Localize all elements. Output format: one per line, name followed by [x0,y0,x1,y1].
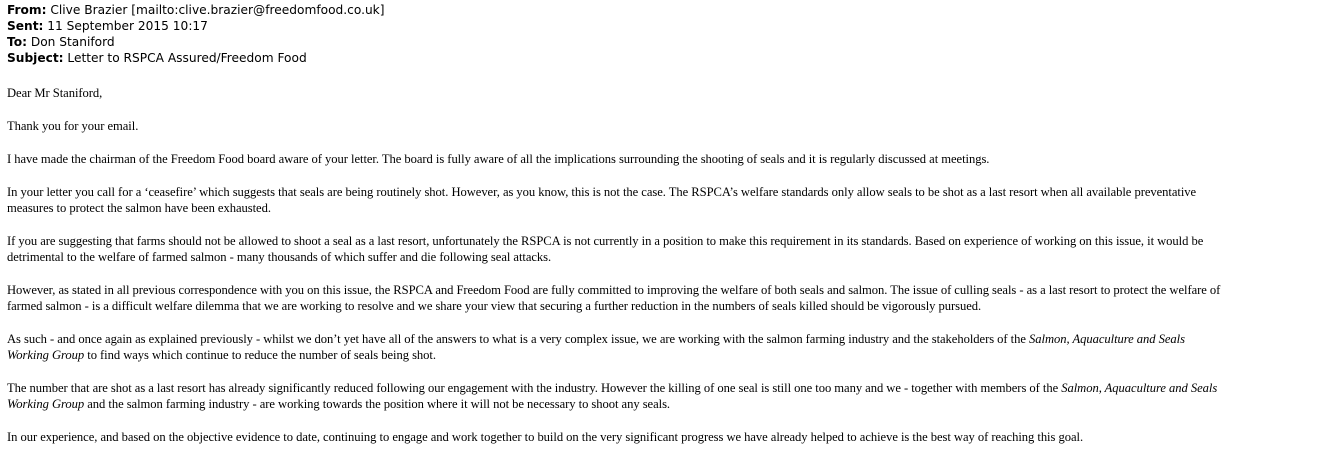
to-value: Don Staniford [30,35,115,49]
greeting: Dear Mr Staniford, [7,86,103,100]
paragraph-6 [7,331,1313,363]
paragraph-6-line-1 [7,331,1313,347]
paragraph-7-text: The number that are shot as a last resort has already significantly reduced following our engagement with the industry. However the killing of one seal is still one too many and we - together with members of the [7,381,1062,395]
paragraph-7-text-cont: and the salmon farming industry - are working towards the position where it will not be necessary to shoot any seals. [84,397,671,411]
paragraph-4 [7,233,1313,265]
paragraph-2: I have made the chairman of the Freedom Food board aware of your letter. The board is fully aware of all the implications surrounding the shooting of seals and it is regularly discussed at meetings. [7,152,990,166]
paragraph-7-line-2 [7,396,1313,412]
to-label: To: [7,35,27,49]
sent-value: 11 September 2015 10:17 [47,19,208,33]
paragraph-5-line-1: However, as stated in all previous correspondence with you on this issue, the RSPCA and Freedom Food are fully committed to improving the welfare of both seals and salmon. The issue of culling seals - as a last resort to protect the welfare of [7,283,1221,297]
paragraph-7-line-1 [7,380,1313,396]
to-row [7,34,385,50]
working-group-name-cont: Working Group [7,397,85,411]
sent-row [7,18,385,34]
sent-label: Sent: [7,19,44,33]
working-group-name: Salmon, Aquaculture and Seals [1061,381,1218,395]
paragraph-6-text-cont: to find ways which continue to reduce the number of seals being shot. [84,348,436,362]
working-group-name: Salmon, Aquaculture and Seals [1029,332,1185,346]
paragraph-3-line-1: In your letter you call for a ‘ceasefire’ which suggests that seals are being routinely shot. However, as you know, this is not the case. The RSPCA’s welfare standards only allow seals to be shot as a last resort when all available preventative [7,185,1197,199]
paragraph-6-text: As such - and once again as explained previously - whilst we don’t yet have all of the answers to what is a very complex issue, we are working with the salmon farming industry and the stakeholders of the [7,332,1029,346]
working-group-name-cont: Working Group [7,348,85,362]
paragraph-5 [7,282,1313,314]
email-body [7,85,1313,445]
paragraph-1: Thank you for your email. [7,119,139,133]
paragraph-6-line-2 [7,347,1313,363]
subject-label: Subject: [7,51,64,65]
from-value: Clive Brazier [mailto:clive.brazier@freedomfood.co.uk] [50,3,385,17]
from-label: From: [7,3,47,17]
paragraph-3 [7,184,1313,216]
paragraph-5-line-2: farmed salmon - is a difficult welfare dilemma that we are working to resolve and we share your view that securing a further reduction in the numbers of seals killed should be vigorously pursued. [7,299,982,313]
paragraph-4-line-1: If you are suggesting that farms should not be allowed to shoot a seal as a last resort, unfortunately the RSPCA is not currently in a position to make this requirement in its standards. Based on experience of working on this issue, it would be [7,234,1204,248]
paragraph-8: In our experience, and based on the objective evidence to date, continuing to engage and work together to build on the very significant progress we have already helped to achieve is the best way of reaching this goal. [7,430,1084,444]
paragraph-3-line-2: measures to protect the salmon have been exhausted. [7,201,271,215]
email-header [7,2,385,66]
from-row [7,2,385,18]
subject-row [7,50,385,66]
paragraph-4-line-2: detrimental to the welfare of farmed salmon - many thousands of which suffer and die following seal attacks. [7,250,552,264]
subject-value: Letter to RSPCA Assured/Freedom Food [67,51,307,65]
paragraph-7 [7,380,1313,412]
